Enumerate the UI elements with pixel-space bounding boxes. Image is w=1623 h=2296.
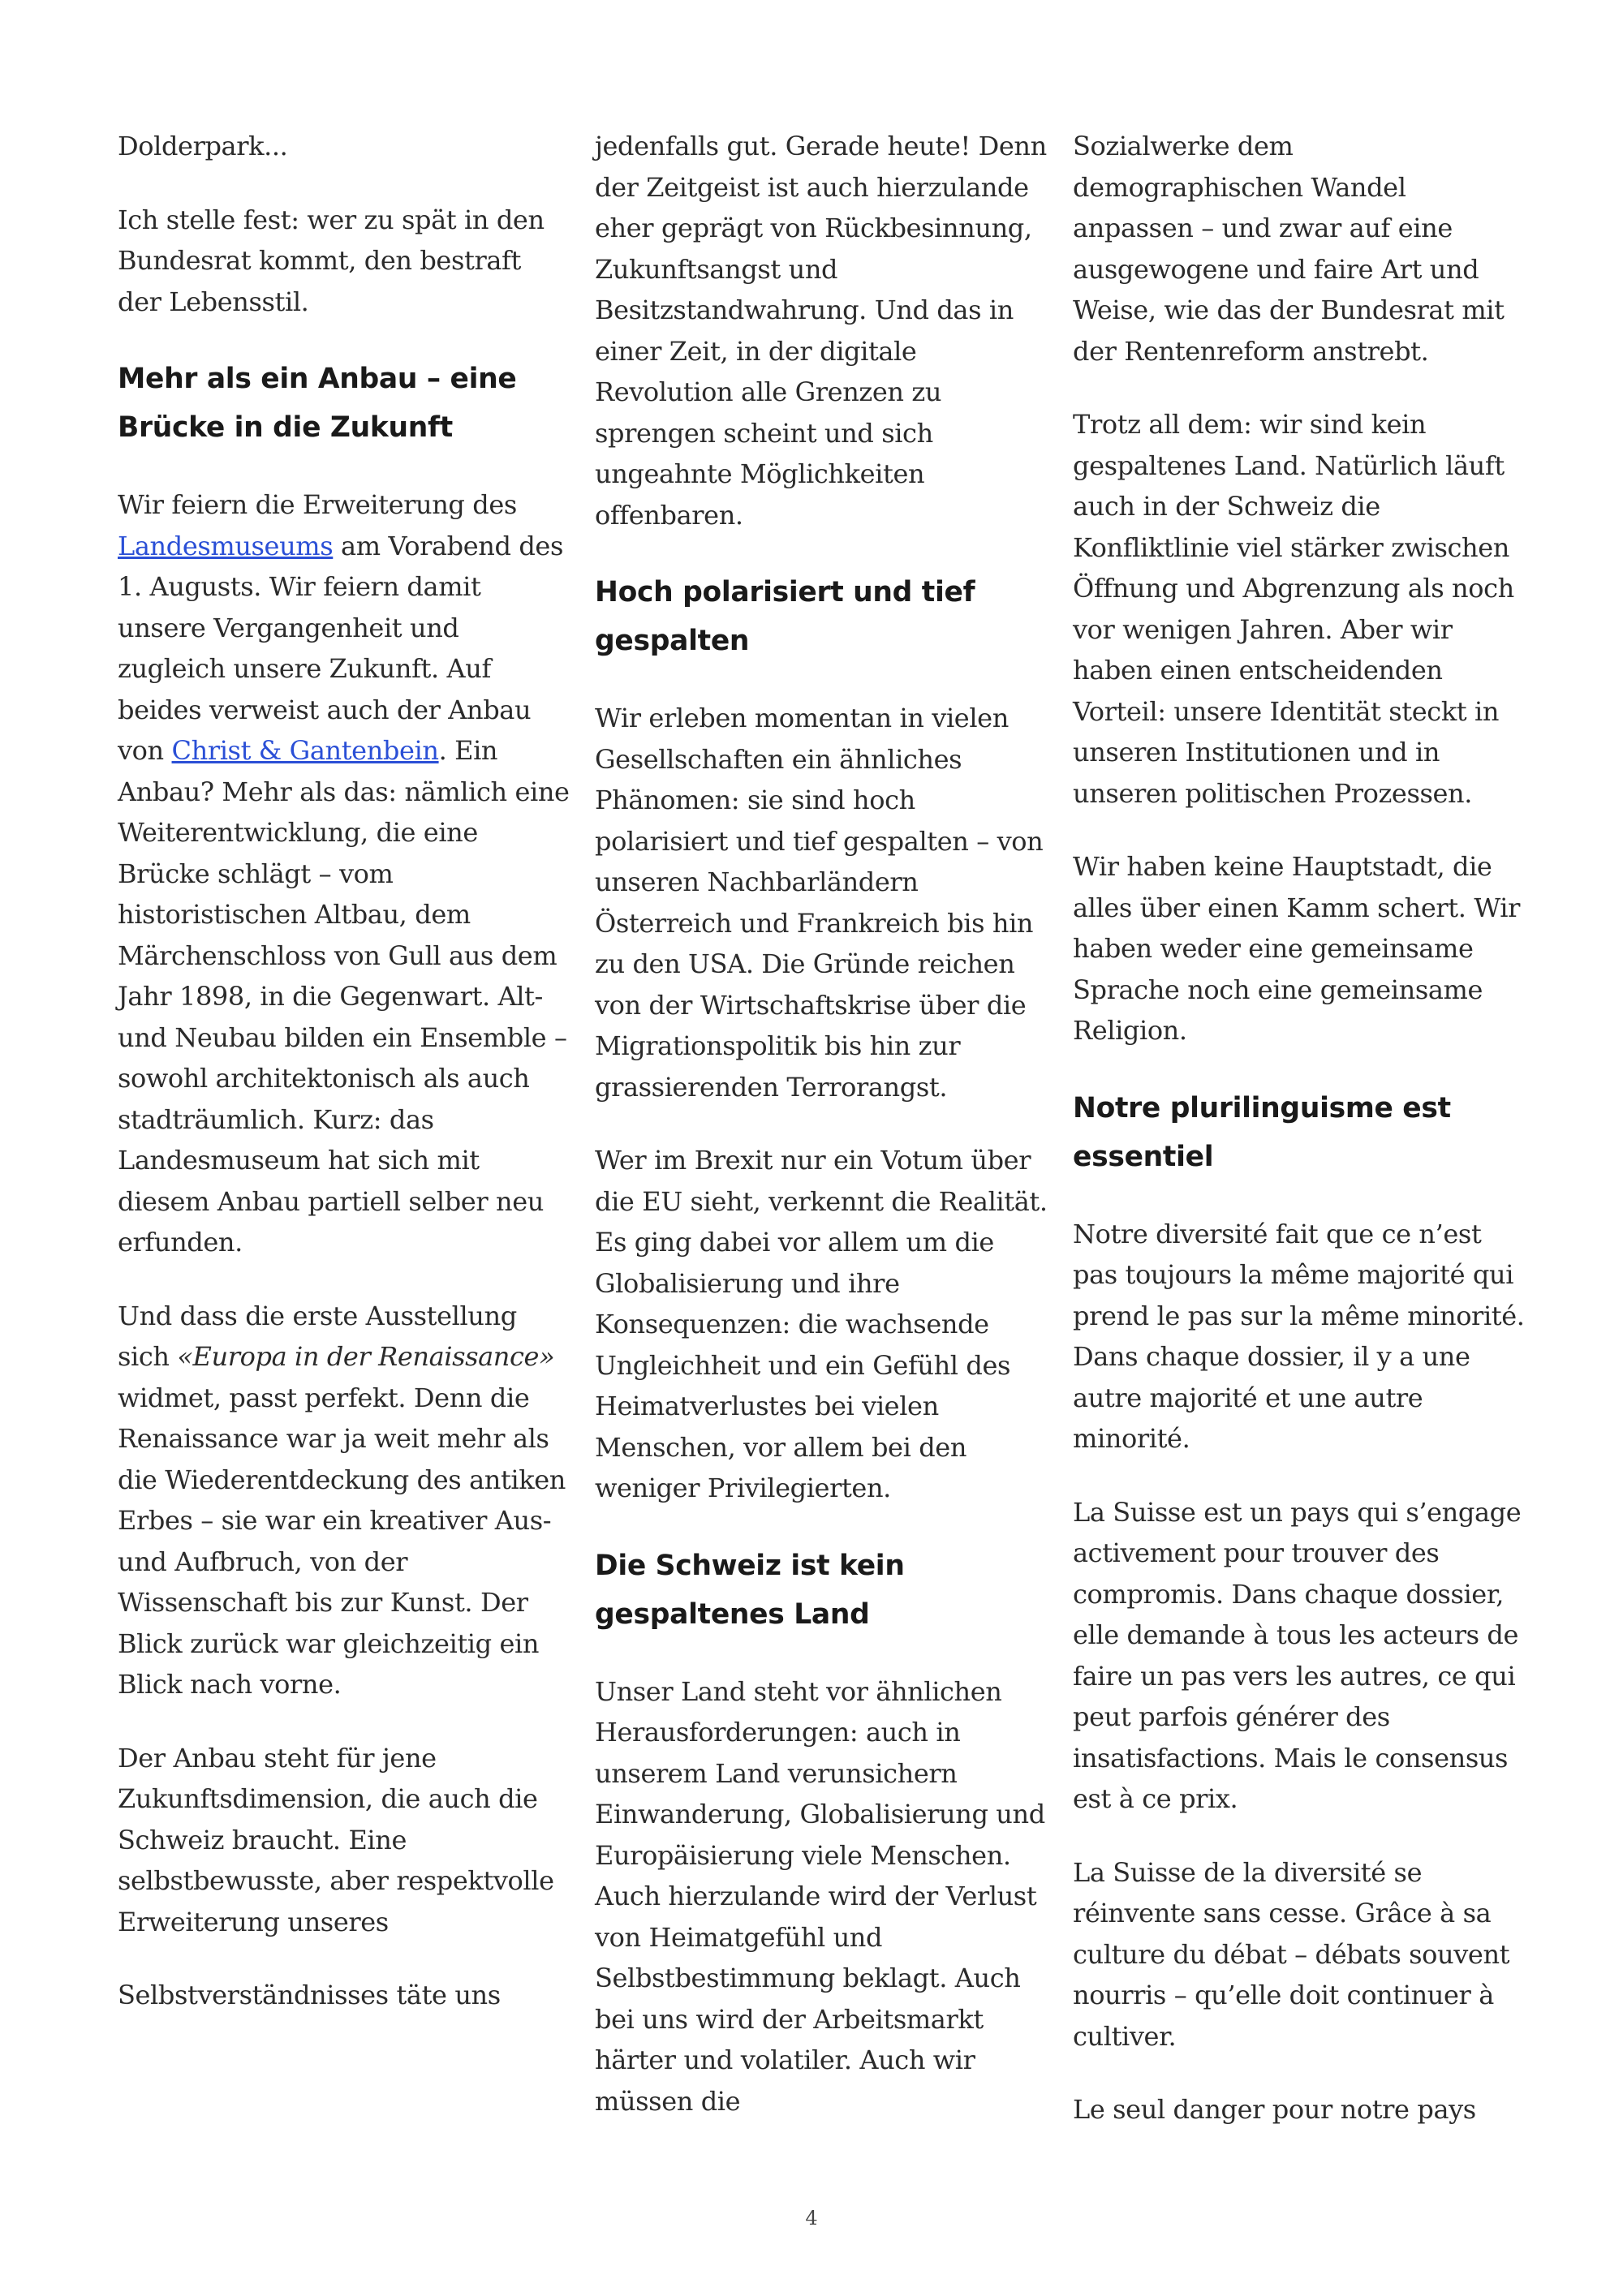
paragraph <box>1073 2089 1527 2130</box>
section-heading: Die Schweiz ist kein gespaltenes Land <box>595 1549 905 1631</box>
paragraph-text: Und dass die erste Ausstellung sich <box>118 1300 517 1372</box>
paragraph <box>118 126 572 167</box>
paragraph-text: Wir erleben momentan in vielen Gesellschaften ein ähnliches Phänomen: sie sind hoch polarisiert und tief gespalten – von unseren Nachbarländern Österreich und Frankreich bis hin zu den USA. Die Gründe reichen von der Wirtschaftskrise über die Migrationspolitik bis hin zur grassierenden Terrorangst. <box>595 703 1044 1103</box>
text-column-1 <box>118 126 572 2049</box>
paragraph <box>118 200 572 323</box>
paragraph-text: Wir haben keine Hauptstadt, die alles über einen Kamm schert. Wir haben weder eine gemeinsame Sprache noch eine gemeinsame Religion. <box>1073 851 1520 1046</box>
text-column-3 <box>1073 126 1527 2163</box>
paragraph-text: Notre diversité fait que ce n’est pas toujours la même majorité qui prend le pas sur la même minorité. Dans chaque dossier, il y a une autre majorité et une autre minorité. <box>1073 1218 1525 1454</box>
paragraph <box>1073 126 1527 372</box>
paragraph-text: Trotz all dem: wir sind kein gespaltenes Land. Natürlich läuft auch in der Schweiz die Konfliktlinie viel stärker zwischen Öffnung und Abgrenzung als noch vor wenigen Jahren. Aber wir haben einen entscheidenden Vorteil: unsere Identität steckt in unseren Institutionen und in unseren politischen Prozessen. <box>1073 409 1514 809</box>
paragraph <box>595 1671 1049 2122</box>
section-heading: Notre plurilinguisme est essentiel <box>1073 1091 1451 1173</box>
section-heading: Mehr als ein Anbau – eine Brücke in die Zukunft <box>118 363 517 444</box>
paragraph-text: La Suisse est un pays qui s’engage activement pour trouver des compromis. Dans chaque dossier, elle demande à tous les acteurs de faire un pas vers les autres, ce qui peut parfois générer des insatisfactions. Mais le consensus est à ce prix. <box>1073 1496 1522 1814</box>
paragraph-text: widmet, passt perfekt. Denn die Renaissance war ja weit mehr als die Wiederentdeckung des antiken Erbes – sie war ein kreativer Aus- und Aufbruch, von der Wissenschaft bis zur Kunst. Der Blick zurück war gleichzeitig ein Blick nach vorne. <box>118 1382 566 1700</box>
paragraph-text: Selbstverständnisses täte uns <box>118 1980 501 2010</box>
paragraph <box>1073 1492 1527 1820</box>
paragraph <box>118 1975 572 2016</box>
paragraph-text: Ich stelle fest: wer zu spät in den Bundesrat kommt, den bestraft der Lebensstil. <box>118 204 545 317</box>
paragraph-text: jedenfalls gut. Gerade heute! Denn der Zeitgeist ist auch hierzulande eher geprägt von Rückbesinnung, Zukunftsangst und Besitzstandwahrung. Und das in einer Zeit, in der digitale Revolution alle Grenzen zu sprengen scheint und sich ungeahnte Möglichkeiten offenbaren. <box>595 131 1047 531</box>
paragraph <box>595 126 1049 535</box>
paragraph-text: Unser Land steht vor ähnlichen Herausforderungen: auch in unserem Land verunsichern Einwanderung, Globalisierung und Europäisierung viele Menschen. Auch hierzulande wird der Verlust von Heimatgefühl und Selbstbestimmung beklagt. Auch bei uns wird der Arbeitsmarkt härter und volatiler. Auch wir müssen die <box>595 1675 1045 2117</box>
paragraph-text: Le seul danger pour notre pays <box>1073 2094 1476 2125</box>
text-column-2 <box>595 126 1049 2154</box>
paragraph <box>1073 846 1527 1051</box>
exhibition-title: «Europa in der Renaissance» <box>177 1341 555 1372</box>
link-landesmuseum[interactable]: Landesmuseums <box>118 530 334 561</box>
paragraph <box>595 1140 1049 1509</box>
paragraph <box>118 484 572 1263</box>
paragraph <box>118 1296 572 1705</box>
paragraph <box>1073 1214 1527 1460</box>
paragraph-text: Wer im Brexit nur ein Votum über die EU sieht, verkennt die Realität. Es ging dabei vor allem um die Globalisierung und ihre Konsequenzen: die wachsende Ungleichheit und ein Gefühl des Heimatverlustes bei vielen Menschen, vor allem bei den weniger Privilegierten. <box>595 1145 1048 1503</box>
paragraph-text: Sozialwerke dem demographischen Wandel anpassen – und zwar auf eine ausgewogene und faire Art und Weise, wie das der Bundesrat mit der Rentenreform anstrebt. <box>1073 131 1505 367</box>
paragraph-text: Der Anbau steht für jene Zukunftsdimension, die auch die Schweiz braucht. Eine selbstbewusste, aber respektvolle Erweiterung unseres <box>118 1742 554 1937</box>
paragraph-text: Wir feiern die Erweiterung des <box>118 489 517 520</box>
paragraph <box>1073 1852 1527 2057</box>
page-number: 4 <box>805 2207 818 2229</box>
paragraph-text: . Ein Anbau? Mehr als das: nämlich eine Weiterentwicklung, die eine Brücke schlägt – vom historistischen Altbau, dem Märchenschloss von Gull aus dem Jahr 1898, in die Gegenwart. Alt- und Neubau bilden ein Ensemble – sowohl architektonisch als auch stadträumlich. Kurz: das Landesmuseum hat sich mit diesem Anbau partiell selber neu erfunden. <box>118 735 570 1258</box>
paragraph <box>118 1738 572 1943</box>
paragraph-text: La Suisse de la diversité se réinvente sans cesse. Grâce à sa culture du débat – débats souvent nourris – qu’elle doit continuer à cultiver. <box>1073 1856 1510 2052</box>
paragraph-text: Dolderpark... <box>118 131 288 161</box>
paragraph <box>595 698 1049 1107</box>
paragraph-text: am Vorabend des 1. Augusts. Wir feiern damit unsere Vergangenheit und zugleich unsere Zukunft. Auf beides verweist auch der Anbau von <box>118 530 563 766</box>
link-christ-gantenbein[interactable]: Christ & Gantenbein <box>171 735 439 766</box>
section-heading: Hoch polarisiert und tief gespalten <box>595 576 975 657</box>
paragraph <box>1073 404 1527 814</box>
